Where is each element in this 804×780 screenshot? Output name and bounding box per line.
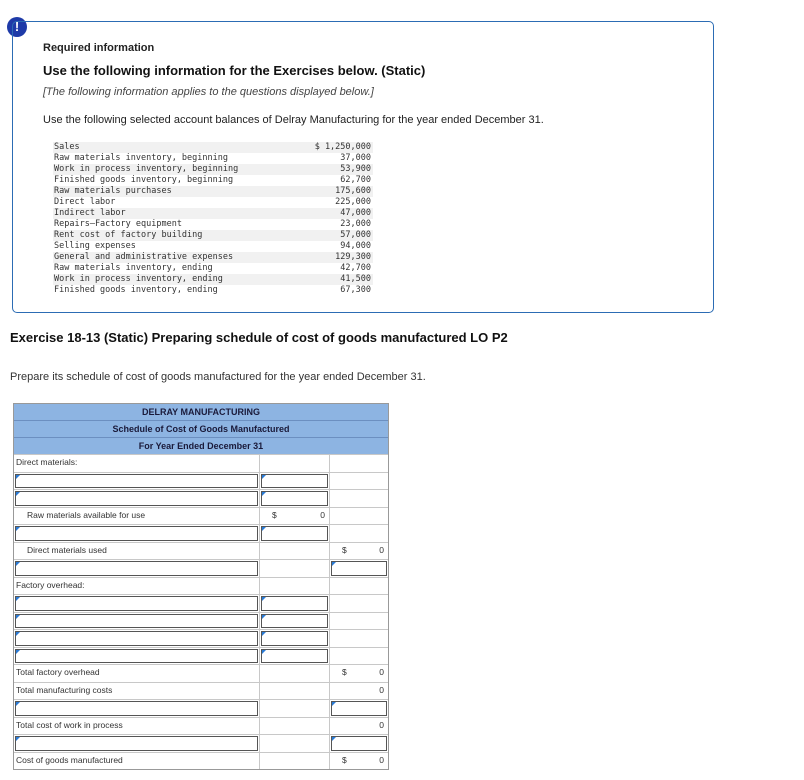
alert-icon: ! [7,17,27,37]
total-mfg-label: Total manufacturing costs [16,684,113,695]
dm-label-input-1[interactable] [15,474,258,489]
row-total-overhead [14,664,388,682]
balance-amount: $ 1,250,000 [295,142,373,153]
row-total-mfg [14,682,388,700]
dm-used-value: 0 [379,544,384,555]
balance-row [53,285,373,296]
rm-available-value: 0 [320,509,325,520]
balance-amount: 67,300 [340,285,371,295]
currency-symbol: $ [342,544,347,555]
table-row [14,489,388,507]
balance-row [53,197,373,208]
table-row [14,472,388,490]
balance-amount: 42,700 [340,263,371,273]
row-rm-available [14,507,388,525]
schedule-title: Schedule of Cost of Goods Manufactured [14,421,388,438]
balance-amount: 41,500 [295,274,373,285]
dm-amount-input-3[interactable] [261,526,328,541]
balance-label: Finished goods inventory, ending [54,285,218,295]
direct-materials-label: Direct materials: [16,457,78,467]
cogm-schedule [13,403,389,770]
balance-label: Work in process inventory, ending [53,274,295,285]
balance-label: Rent cost of factory building [53,230,295,241]
dm-used-label: Direct materials used [27,544,107,555]
currency-symbol: $ [342,754,347,765]
dm-amount-input-2[interactable] [261,491,328,506]
exercise-title: Exercise 18-13 (Static) Preparing schedule of cost of goods manufactured LO P2 [10,330,508,345]
balance-label: Raw materials inventory, ending [54,263,213,273]
row-factory-overhead-heading [14,577,388,595]
oh-amount-input-4[interactable] [261,649,328,664]
table-row [14,559,388,577]
row-cogm [14,752,388,770]
wip-end-label-input[interactable] [15,736,258,751]
info-note: [The following information applies to the questions displayed below.] [43,86,374,98]
total-mfg-value: 0 [379,684,384,695]
balance-amount: 53,900 [295,164,373,175]
balance-amount: 62,700 [340,175,371,185]
dm-label-input-2[interactable] [15,491,258,506]
currency-symbol: $ [272,509,277,520]
balance-row [53,263,373,274]
info-title: Use the following information for the Exercises below. (Static) [43,63,426,78]
oh-label-input-4[interactable] [15,649,258,664]
table-row [14,699,388,717]
total-overhead-label: Total factory overhead [16,667,100,677]
wip-beg-amount-input[interactable] [331,701,387,716]
exercise-prompt: Prepare its schedule of cost of goods manufactured for the year ended December 31. [10,371,426,383]
balance-amount: 57,000 [295,230,373,241]
balance-row [53,142,373,153]
balance-row [53,252,373,263]
balance-label: General and administrative expenses [53,252,295,263]
balance-row [53,274,373,285]
cogm-value: 0 [379,754,384,765]
balance-row [53,219,373,230]
rm-available-label: Raw materials available for use [27,509,146,520]
balance-amount: 37,000 [340,153,371,163]
table-row [14,612,388,630]
table-row [14,647,388,665]
balance-label: Indirect labor [53,208,295,219]
dl-label-input[interactable] [15,561,258,576]
schedule-period: For Year Ended December 31 [14,438,388,454]
table-row [14,524,388,542]
balance-amount: 129,300 [295,252,373,263]
total-overhead-value: 0 [379,667,384,677]
oh-label-input-3[interactable] [15,631,258,646]
balance-label: Work in process inventory, beginning [53,164,295,175]
dm-label-input-3[interactable] [15,526,258,541]
balance-amount: 175,600 [295,186,373,197]
row-direct-materials-heading [14,454,388,472]
table-row [14,734,388,752]
balance-label: Raw materials inventory, beginning [54,153,228,163]
table-row [14,629,388,647]
balance-amount: 94,000 [340,241,371,251]
balance-amount: 47,000 [295,208,373,219]
balance-row [53,230,373,241]
oh-amount-input-3[interactable] [261,631,328,646]
balance-row [53,208,373,219]
balance-row [53,175,373,186]
factory-overhead-label: Factory overhead: [16,579,85,590]
balance-label: Sales [53,142,295,153]
total-wip-value: 0 [379,719,384,730]
oh-label-input-1[interactable] [15,596,258,611]
balance-label: Direct labor [54,197,116,207]
balance-label: Raw materials purchases [53,186,295,197]
schedule-company: DELRAY MANUFACTURING [14,404,388,421]
balance-row [53,164,373,175]
currency-symbol: $ [342,667,347,677]
balance-amount: 23,000 [340,219,371,229]
table-row [14,594,388,612]
info-intro: Use the following selected account balances of Delray Manufacturing for the year ended December 31. [43,114,544,126]
balance-row [53,153,373,164]
dl-amount-input[interactable] [331,561,387,576]
oh-amount-input-1[interactable] [261,596,328,611]
balance-label: Selling expenses [54,241,136,251]
balance-row [53,241,373,252]
required-info-label: Required information [43,42,155,54]
dm-amount-input-1[interactable] [261,474,328,489]
balance-row [53,186,373,197]
balance-label: Finished goods inventory, beginning [54,175,234,185]
row-dm-used [14,542,388,560]
wip-end-amount-input[interactable] [331,736,387,751]
required-info-panel [12,21,714,313]
account-balances-table [53,142,373,296]
cogm-label: Cost of goods manufactured [16,754,123,765]
oh-label-input-2[interactable] [15,614,258,629]
balance-label: Repairs—Factory equipment [54,219,182,229]
row-total-wip [14,717,388,735]
balance-amount: 225,000 [335,197,371,207]
wip-beg-label-input[interactable] [15,701,258,716]
oh-amount-input-2[interactable] [261,614,328,629]
total-wip-label: Total cost of work in process [16,719,123,730]
